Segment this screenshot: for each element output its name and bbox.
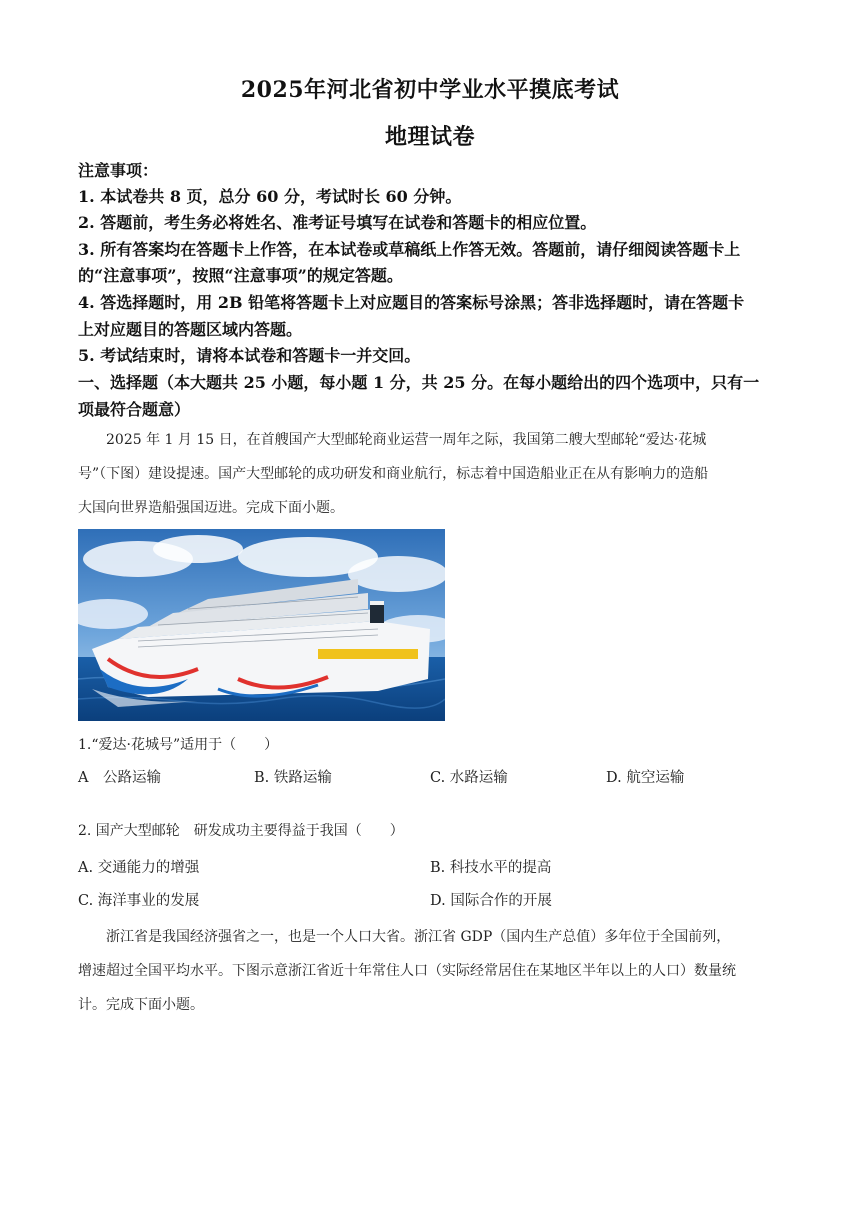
option-a: A 公路运输	[78, 770, 161, 786]
option-b: B. 铁路运输	[254, 770, 332, 786]
passage-line: 增速超过全国平均水平。下图示意浙江省近十年常住人口（实际经常居住在某地区半年以上的人口）数量统	[78, 963, 736, 979]
notice-heading: 注意事项：	[78, 161, 159, 180]
passage-line: 号”（下图）建设提速。国产大型邮轮的成功研发和商业航行，标志着中国造船业正在从有影响力的造船	[78, 466, 709, 482]
notice-item: 的“注意事项”，按照“注意事项”的规定答题。	[78, 266, 403, 285]
notice-item: 1. 本试卷共 8 页，总分 60 分，考试时长 60 分钟。	[78, 187, 462, 206]
cruise-ship-photo	[78, 529, 445, 721]
option-c: C. 水路运输	[430, 770, 508, 786]
section-heading: 一、选择题（本大题共 25 小题，每小题 1 分，共 25 分。在每小题给出的四个选项中，只有一	[78, 373, 760, 392]
passage-line: 浙江省是我国经济强省之一，也是一个人口大省。浙江省 GDP（国内生产总值）多年位于全国前列，	[106, 929, 731, 945]
option-b: B. 科技水平的提高	[430, 860, 552, 876]
notice-item: 3. 所有答案均在答题卡上作答，在本试卷或草稿纸上作答无效。答题前，请仔细阅读答题卡上	[78, 240, 741, 259]
passage-line: 2025 年 1 月 15 日，在首艘国产大型邮轮商业运营一周年之际，我国第二艘大型邮轮“爱达·花城	[106, 432, 707, 448]
exam-subtitle: 地理试卷	[384, 124, 475, 150]
notice-item: 5. 考试结束时，请将本试卷和答题卡一并交回。	[78, 346, 421, 365]
section-heading: 项最符合题意）	[78, 400, 191, 419]
option-c: C. 海洋事业的发展	[78, 893, 200, 909]
notice-item: 2. 答题前，考生务必将姓名、准考证号填写在试卷和答题卡的相应位置。	[78, 213, 597, 232]
option-d: D. 航空运输	[606, 770, 685, 786]
notice-item: 4. 答选择题时，用 2B 铅笔将答题卡上对应题目的答案标号涂黑；答非选择题时，请在答题卡	[78, 293, 745, 312]
notice-item: 上对应题目的答题区域内答题。	[78, 320, 303, 339]
question-stem: 1.“爱达·花城号”适用于（ ）	[78, 737, 279, 753]
question-stem: 2. 国产大型邮轮 研发成功主要得益于我国（ ）	[78, 823, 404, 839]
option-d: D. 国际合作的开展	[430, 893, 552, 909]
passage-line: 计。完成下面小题。	[78, 997, 204, 1013]
passage-line: 大国向世界造船强国迈进。完成下面小题。	[78, 500, 344, 516]
option-a: A. 交通能力的增强	[78, 860, 200, 876]
exam-title: 2025年河北省初中学业水平摸底考试	[240, 77, 620, 103]
